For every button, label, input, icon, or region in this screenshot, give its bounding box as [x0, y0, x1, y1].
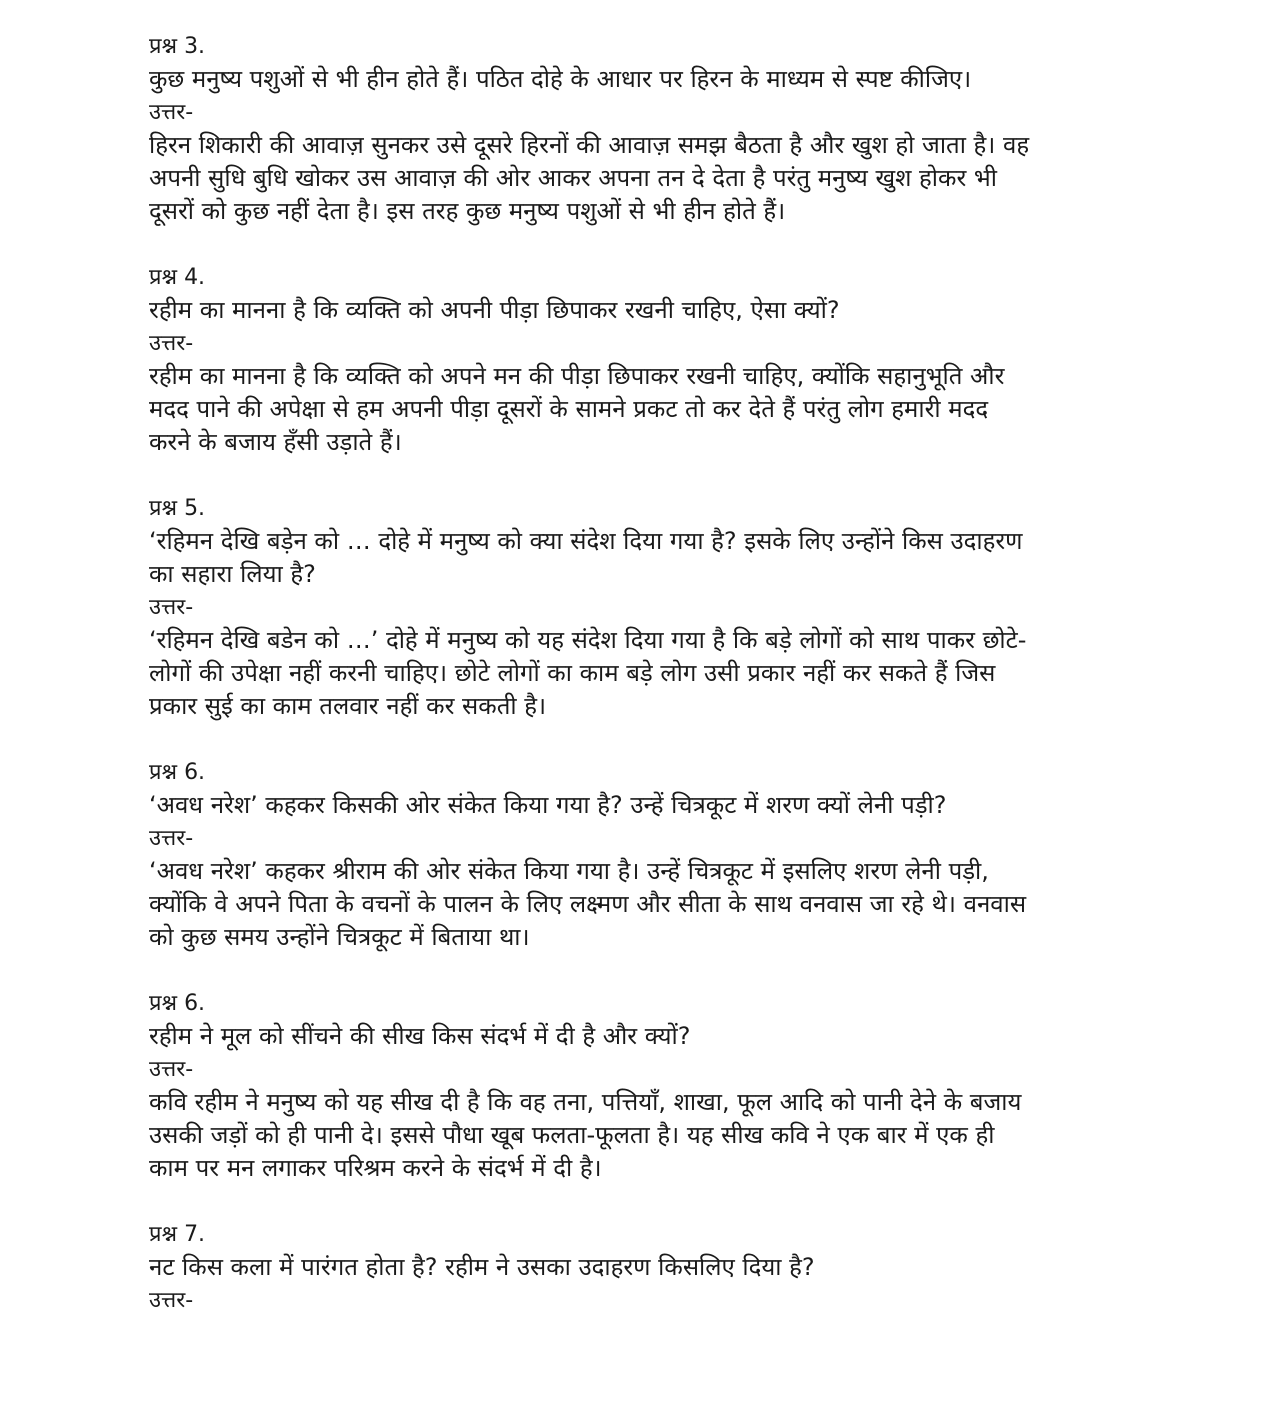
answer-text: मदद पाने की अपेक्षा से हम अपनी पीड़ा दूसरों के सामने प्रकट तो कर देते हैं परंतु लोग हमारी मदद [149, 395, 989, 423]
answer-label: उत्तर- [149, 100, 194, 125]
answer-label: उत्तर- [149, 331, 194, 356]
answer-text: हिरन शिकारी की आवाज़ सुनकर उसे दूसरे हिरनों की आवाज़ समझ बैठता है और खुश हो जाता है। वह [149, 131, 1030, 159]
answer-text: करने के बजाय हँसी उड़ाते हैं। [149, 428, 402, 456]
answer-text: को कुछ समय उन्होंने चित्रकूट में बिताया था। [149, 923, 530, 951]
answer-text: ‘अवध नरेश’ कहकर श्रीराम की ओर संकेत किया गया है। उन्हें चित्रकूट में इसलिए शरण लेनी पड़ी, [149, 857, 989, 885]
answer-label: उत्तर- [149, 1057, 194, 1082]
question-number: प्रश्न 6. [149, 991, 206, 1016]
qa-block [149, 1218, 1139, 1317]
question-number: प्रश्न 5. [149, 496, 206, 521]
answer-text: उसकी जड़ों को ही पानी दे। इससे पौधा खूब फलता-फूलता है। यह सीख कवि ने एक बार में एक ही [149, 1121, 995, 1149]
question-text: नट किस कला में पारंगत होता है? रहीम ने उसका उदाहरण किसलिए दिया है? [149, 1253, 815, 1281]
answer-text: क्योंकि वे अपने पिता के वचनों के पालन के लिए लक्ष्मण और सीता के साथ वनवास जा रहे थे। वनवास [149, 890, 1027, 918]
question-text: ‘अवध नरेश’ कहकर किसकी ओर संकेत किया गया है? उन्हें चित्रकूट में शरण क्यों लेनी पड़ी? [149, 791, 947, 819]
qa-block [149, 492, 1139, 723]
question-number: प्रश्न 6. [149, 760, 206, 785]
document-page [149, 30, 1139, 1350]
answer-text: अपनी सुधि बुधि खोकर उस आवाज़ की ओर आकर अपना तन दे देता है परंतु मनुष्य खुश होकर भी [149, 164, 997, 192]
question-text: का सहारा लिया है? [149, 560, 316, 588]
answer-label: उत्तर- [149, 595, 194, 620]
answer-label: उत्तर- [149, 1288, 194, 1313]
qa-block [149, 30, 1139, 228]
answer-text: कवि रहीम ने मनुष्य को यह सीख दी है कि वह तना, पत्तियाँ, शाखा, फूल आदि को पानी देने के बजाय [149, 1088, 1022, 1116]
question-text: रहीम का मानना है कि व्यक्ति को अपनी पीड़ा छिपाकर रखनी चाहिए, ऐसा क्यों? [149, 296, 840, 324]
answer-text: काम पर मन लगाकर परिश्रम करने के संदर्भ में दी है। [149, 1154, 602, 1182]
qa-block [149, 987, 1139, 1185]
answer-label: उत्तर- [149, 826, 194, 851]
question-text: रहीम ने मूल को सींचने की सीख किस संदर्भ में दी है और क्यों? [149, 1022, 691, 1050]
question-text: कुछ मनुष्य पशुओं से भी हीन होते हैं। पठित दोहे के आधार पर हिरन के माध्यम से स्पष्ट कीजिए। [149, 65, 972, 93]
answer-text: रहीम का मानना है कि व्यक्ति को अपने मन की पीड़ा छिपाकर रखनी चाहिए, क्योंकि सहानुभूति और [149, 362, 1005, 390]
question-text: ‘रहिमन देखि बड़ेन को … दोहे में मनुष्य को क्या संदेश दिया गया है? इसके लिए उन्होंने किस उदाहरण [149, 527, 1023, 555]
question-number: प्रश्न 4. [149, 265, 206, 290]
question-number: प्रश्न 7. [149, 1222, 206, 1247]
answer-text: ‘रहिमन देखि बडेन को …’ दोहे में मनुष्य को यह संदेश दिया गया है कि बड़े लोगों को साथ पाकर छोटे- [149, 626, 1027, 654]
answer-text: दूसरों को कुछ नहीं देता है। इस तरह कुछ मनुष्य पशुओं से भी हीन होते हैं। [149, 197, 786, 225]
question-number: प्रश्न 3. [149, 34, 206, 59]
qa-block [149, 756, 1139, 954]
answer-text: प्रकार सुई का काम तलवार नहीं कर सकती है। [149, 692, 547, 720]
qa-block [149, 261, 1139, 459]
answer-text: लोगों की उपेक्षा नहीं करनी चाहिए। छोटे लोगों का काम बड़े लोग उसी प्रकार नहीं कर सकते हैं जिस [149, 659, 996, 687]
